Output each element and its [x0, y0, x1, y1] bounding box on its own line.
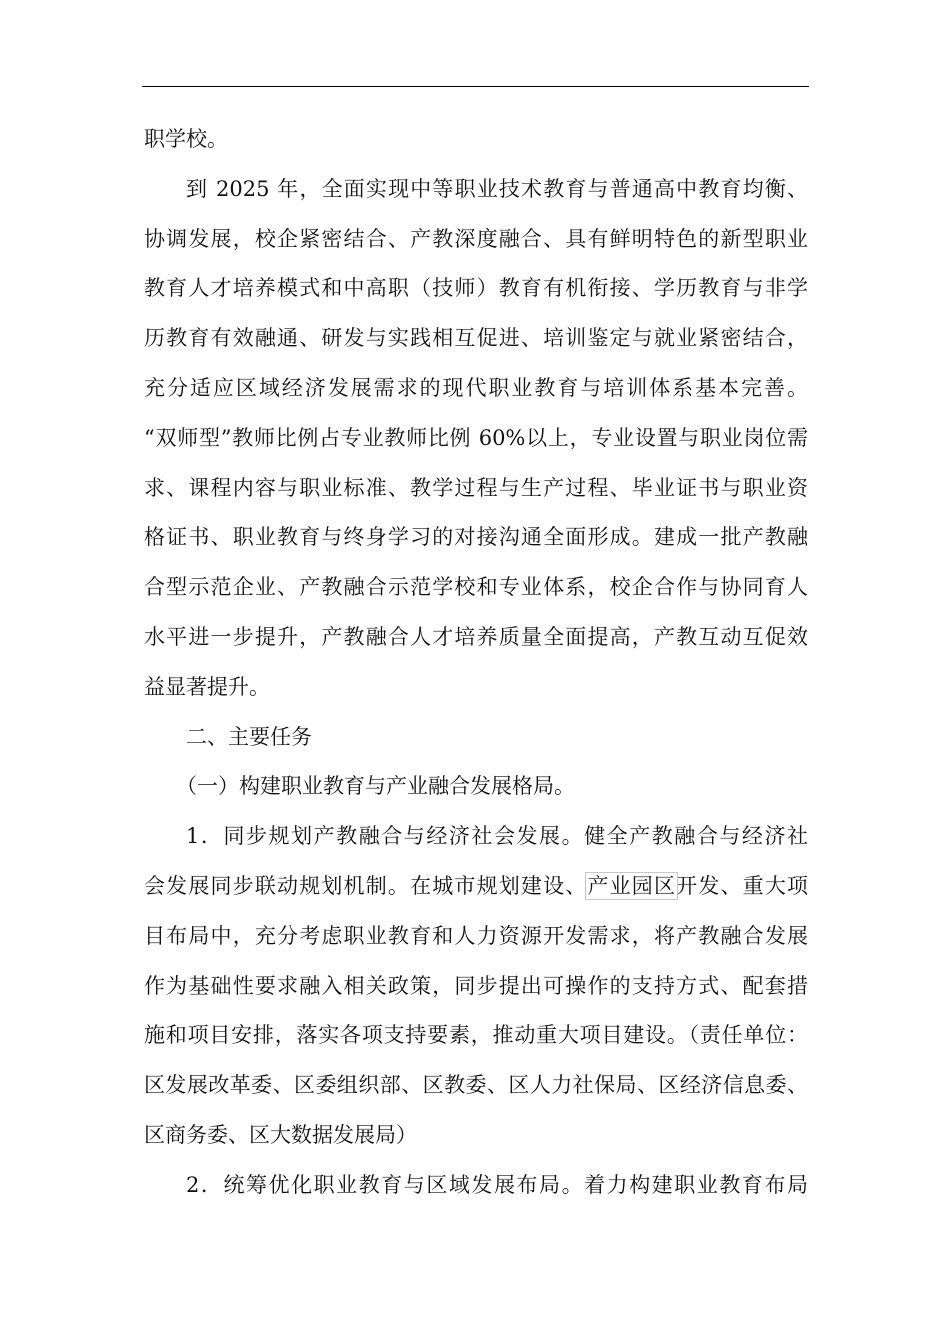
paragraph-line [144, 862, 808, 912]
header-rule [142, 86, 809, 87]
paragraph-line: 目布局中，充分考虑职业教育和人力资源开发需求，将产教融合发展 [144, 923, 808, 948]
document-body [144, 115, 808, 1211]
paragraph-line: 格证书、职业教育与终身学习的对接沟通全面形成。建成一批产教融 [144, 525, 808, 550]
paragraph-line: 2．统筹优化职业教育与区域发展布局。着力构建职业教育布局 [186, 1172, 808, 1197]
paragraph-line: 历教育有效融通、研发与实践相互促进、培训鉴定与就业紧密结合， [144, 326, 808, 351]
paragraph-text: 开发、重大项 [676, 873, 809, 898]
paragraph-line: 求、课程内容与职业标准、教学过程与生产过程、毕业证书与职业资 [144, 475, 808, 500]
paragraph-line: 1．同步规划产教融合与经济社会发展。健全产教融合与经济社 [186, 824, 808, 849]
paragraph-line: 合型示范企业、产教融合示范学校和专业体系，校企合作与协同育人 [144, 575, 808, 600]
paragraph-line: 职学校。 [144, 127, 228, 151]
paragraph-line: 区商务委、区大数据发展局） [144, 1122, 417, 1147]
paragraph-line: 区发展改革委、区委组织部、区教委、区人力社保局、区经济信息委、 [144, 1073, 808, 1098]
paragraph-line: 教育人才培养模式和中高职（技师）教育有机衔接、学历教育与非学 [144, 276, 808, 301]
paragraph-line: 协调发展，校企紧密结合、产教深度融合、具有鲜明特色的新型职业 [144, 226, 808, 251]
paragraph-line: 水平进一步提升，产教融合人才培养质量全面提高，产教互动互促效 [144, 624, 808, 649]
highlighted-term: 产业园区 [587, 873, 677, 898]
paragraph-line: 充分适应区域经济发展需求的现代职业教育与培训体系基本完善。 [144, 375, 808, 400]
paragraph-line: 到 2025 年，全面实现中等职业技术教育与普通高中教育均衡、 [186, 176, 808, 201]
paragraph-line: 施和项目安排，落实各项支持要素，推动重大项目建设。（责任单位： [144, 1023, 808, 1048]
paragraph-text: 会发展同步联动规划机制。在城市规划建设、 [144, 873, 588, 898]
paragraph-line: 作为基础性要求融入相关政策，同步提出可操作的支持方式、配套措 [144, 973, 808, 998]
paragraph-line: “双师型”教师比例占专业教师比例 60%以上，专业设置与职业岗位需 [144, 425, 808, 450]
paragraph-line: 益显著提升。 [144, 674, 270, 699]
subsection-heading: （一）构建职业教育与产业融合发展格局。 [176, 774, 575, 799]
section-heading: 二、主要任务 [186, 724, 312, 749]
